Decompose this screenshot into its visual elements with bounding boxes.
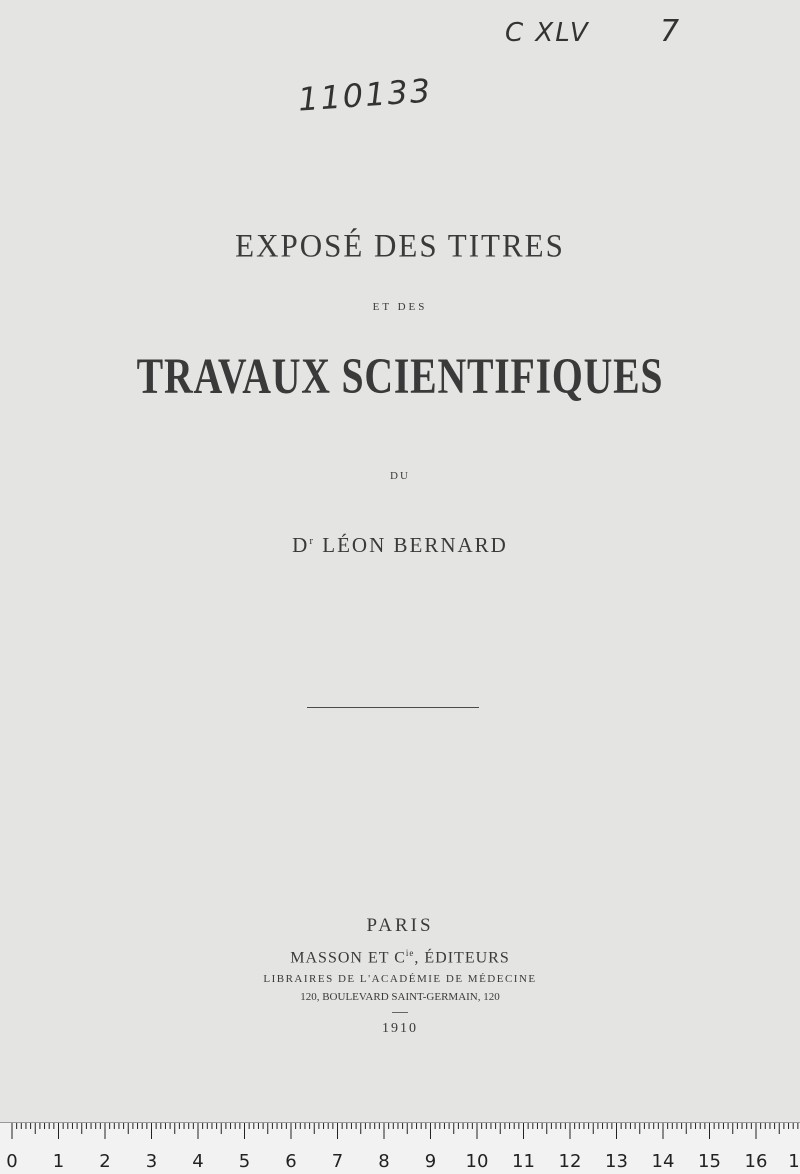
author-prefix-sup: r [309,535,315,547]
handwritten-volume-mark: 7 [660,14,682,49]
small-dash [392,1012,408,1013]
ruler-label: 10 [465,1151,489,1172]
ruler-label: 0 [6,1151,18,1172]
title-line-1: EXPOSÉ DES TITRES [235,227,565,264]
ruler-label: 16 [744,1151,768,1172]
publisher-name-sup: ie [405,948,415,958]
ruler-label: 11 [512,1151,535,1172]
publisher-city: PARIS [366,915,434,936]
ruler-label: 5 [238,1151,251,1172]
ruler-label: 7 [331,1151,344,1172]
author-line [0,533,800,558]
measurement-ruler [0,1122,800,1174]
title-preposition: DU [390,470,410,482]
publication-year: 1910 [382,1021,418,1036]
handwritten-call-number: C XLV [505,18,590,48]
publisher-name-part2: , ÉDITEURS [414,949,510,967]
ruler-label: 6 [285,1151,297,1172]
publisher-subtitle: LIBRAIRES DE L'ACADÉMIE DE MÉDECINE [263,973,537,985]
ruler-label: 15 [698,1151,721,1172]
publisher-address: 120, BOULEVARD SAINT-GERMAIN, 120 [300,991,500,1003]
ruler-label: 13 [605,1151,628,1172]
ruler-label: 12 [558,1151,582,1172]
ruler-label: 14 [651,1151,675,1172]
ruler-label: 2 [99,1151,111,1172]
ruler-label: 1 [788,1151,800,1172]
author-prefix: D [292,533,310,557]
publisher-name [0,948,800,967]
handwritten-inventory-number: 110133 [296,71,434,119]
ruler-label: 9 [424,1151,437,1172]
ruler-label: 1 [52,1151,65,1172]
publisher-name-part1: MASSON ET C [290,949,406,967]
main-title: TRAVAUX SCIENTIFIQUES [136,349,664,405]
divider-rule [307,707,479,708]
author-name: LÉON BERNARD [322,533,508,557]
ruler-label: 8 [378,1151,390,1172]
ruler-label: 3 [145,1151,158,1172]
ruler-label: 4 [192,1151,204,1172]
ruler-scale [0,1123,800,1174]
title-line-2: ET DES [372,301,428,313]
